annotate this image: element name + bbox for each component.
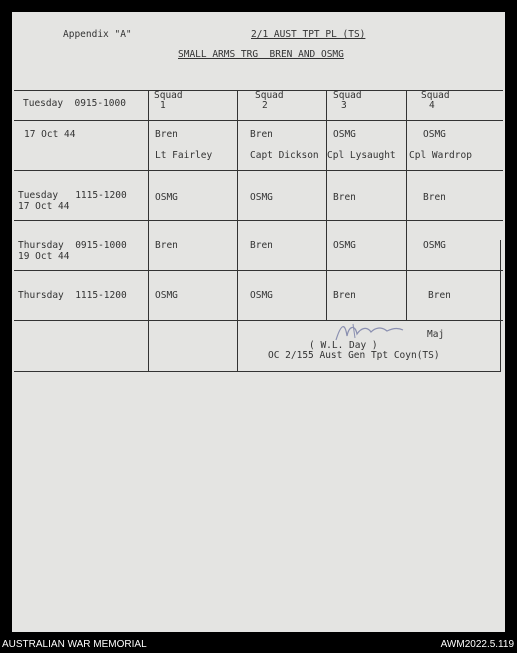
squad-number: 1 [160, 100, 166, 111]
table-column-rule [237, 90, 238, 372]
table-column-rule [148, 90, 149, 372]
weapon-cell: OSMG [333, 240, 356, 251]
weapon-cell: Bren [155, 129, 178, 140]
weapon-cell: OSMG [423, 240, 446, 251]
squad-label: Squad [255, 90, 284, 101]
weapon-cell: OSMG [250, 290, 273, 301]
weapon-cell: Bren [423, 192, 446, 203]
weapon-cell: OSMG [155, 192, 178, 203]
row-date: 17 Oct 44 [18, 201, 70, 212]
table-rule [14, 170, 503, 171]
footer-accession-number: AWM2022.5.119 [440, 639, 514, 650]
weapon-cell: Bren [333, 290, 356, 301]
squad-label: Squad [421, 90, 450, 101]
row-date: 17 Oct 44 [24, 129, 76, 140]
weapon-cell: OSMG [333, 129, 356, 140]
row-day-time: Tuesday 1115-1200 [18, 190, 127, 201]
squad-number: 2 [262, 100, 268, 111]
squad-number: 4 [429, 100, 435, 111]
table-rule [14, 320, 503, 321]
row-day-time: Thursday 1115-1200 [18, 290, 127, 301]
instructor-cell: Lt Fairley [155, 150, 213, 161]
header-day-time: Tuesday 0915-1000 [23, 98, 126, 109]
weapon-cell: Bren [250, 129, 273, 140]
table-rule-bottom [14, 371, 501, 372]
weapon-cell: OSMG [250, 192, 273, 203]
weapon-cell: Bren [250, 240, 273, 251]
table-column-rule [406, 90, 407, 320]
squad-label: Squad [154, 90, 183, 101]
weapon-cell: OSMG [155, 290, 178, 301]
signatory-rank: Maj [427, 329, 445, 340]
weapon-cell: Bren [155, 240, 178, 251]
weapon-cell: OSMG [423, 129, 446, 140]
table-rule [14, 220, 503, 221]
table-column-rule [500, 240, 501, 372]
unit-title: 2/1 AUST TPT PL (TS) [251, 29, 366, 40]
instructor-cell: Capt Dickson [250, 150, 319, 161]
instructor-cell: Cpl Wardrop [409, 150, 472, 161]
weapon-cell: Bren [428, 290, 451, 301]
table-column-rule [326, 90, 327, 320]
signatory-name: ( W.L. Day ) [309, 340, 378, 351]
row-day-time: Thursday 0915-1000 [18, 240, 127, 251]
squad-number: 3 [341, 100, 347, 111]
squad-label: Squad [333, 90, 362, 101]
signatory-title: OC 2/155 Aust Gen Tpt Coyn(TS) [268, 350, 440, 361]
instructor-cell: Cpl Lysaught [327, 150, 396, 161]
table-rule [14, 120, 503, 121]
footer-source: AUSTRALIAN WAR MEMORIAL [2, 639, 147, 650]
weapon-cell: Bren [333, 192, 356, 203]
appendix-label: Appendix "A" [63, 29, 132, 40]
row-date: 19 Oct 44 [18, 251, 70, 262]
subject-title: SMALL ARMS TRG BREN AND OSMG [178, 49, 344, 60]
table-rule [14, 270, 503, 271]
